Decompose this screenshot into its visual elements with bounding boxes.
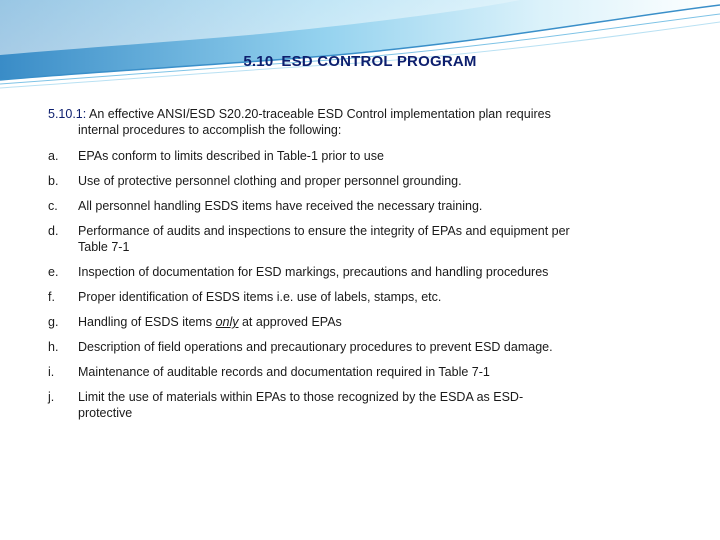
item-letter: f. [48, 290, 55, 304]
section-number: 5.10 [243, 53, 274, 70]
list-item [48, 264, 678, 280]
item-letter: g. [48, 315, 59, 329]
item-text-line-1: Performance of audits and inspections to ensure the integrity of EPAs and equipment per [78, 224, 570, 238]
intro-label: 5.10.1: [48, 107, 87, 121]
item-text-line-2: Table 7-1 [78, 240, 130, 254]
item-letter: e. [48, 265, 59, 279]
list-item [48, 173, 678, 189]
item-letter: b. [48, 174, 59, 188]
item-letter: j. [48, 390, 55, 404]
item-letter: a. [48, 149, 59, 163]
item-text: All personnel handling ESDS items have received the necessary training. [78, 199, 483, 213]
item-letter: h. [48, 340, 59, 354]
intro-line-1: An effective ANSI/ESD S20.20-traceable ESD Control implementation plan requires [89, 107, 551, 121]
item-letter: d. [48, 224, 59, 238]
list-item [48, 339, 678, 355]
item-letter: c. [48, 199, 58, 213]
item-text: Proper identification of ESDS items i.e. use of labels, stamps, etc. [78, 290, 442, 304]
list-item [48, 148, 678, 164]
item-text: EPAs conform to limits described in Table-1 prior to use [78, 149, 384, 163]
item-text: Use of protective personnel clothing and proper personnel grounding. [78, 174, 462, 188]
item-text-line-1: Limit the use of materials within EPAs to those recognized by the ESDA as ESD- [78, 390, 524, 404]
list-item [48, 289, 678, 305]
item-text-line-2: protective [78, 406, 133, 420]
section-title: ESD CONTROL PROGRAM [281, 53, 477, 70]
item-text: Inspection of documentation for ESD markings, precautions and handling procedures [78, 265, 549, 279]
list-item [48, 389, 678, 421]
page-title [0, 53, 720, 70]
intro-paragraph [48, 106, 668, 138]
item-text: Description of field operations and precautionary procedures to prevent ESD damage. [78, 340, 553, 354]
list-item [48, 223, 678, 255]
intro-line-2: internal procedures to accomplish the following: [78, 123, 342, 137]
item-text-emphasis: only [215, 315, 239, 329]
item-text: Maintenance of auditable records and documentation required in Table 7-1 [78, 365, 490, 379]
header-wave-banner [0, 0, 720, 90]
item-letter: i. [48, 365, 55, 379]
list-item [48, 198, 678, 214]
list-item [48, 364, 678, 380]
item-text-after: at approved EPAs [238, 315, 342, 329]
procedure-list [48, 148, 678, 421]
item-text-before: Handling of ESDS items [78, 315, 216, 329]
list-item [48, 314, 678, 330]
